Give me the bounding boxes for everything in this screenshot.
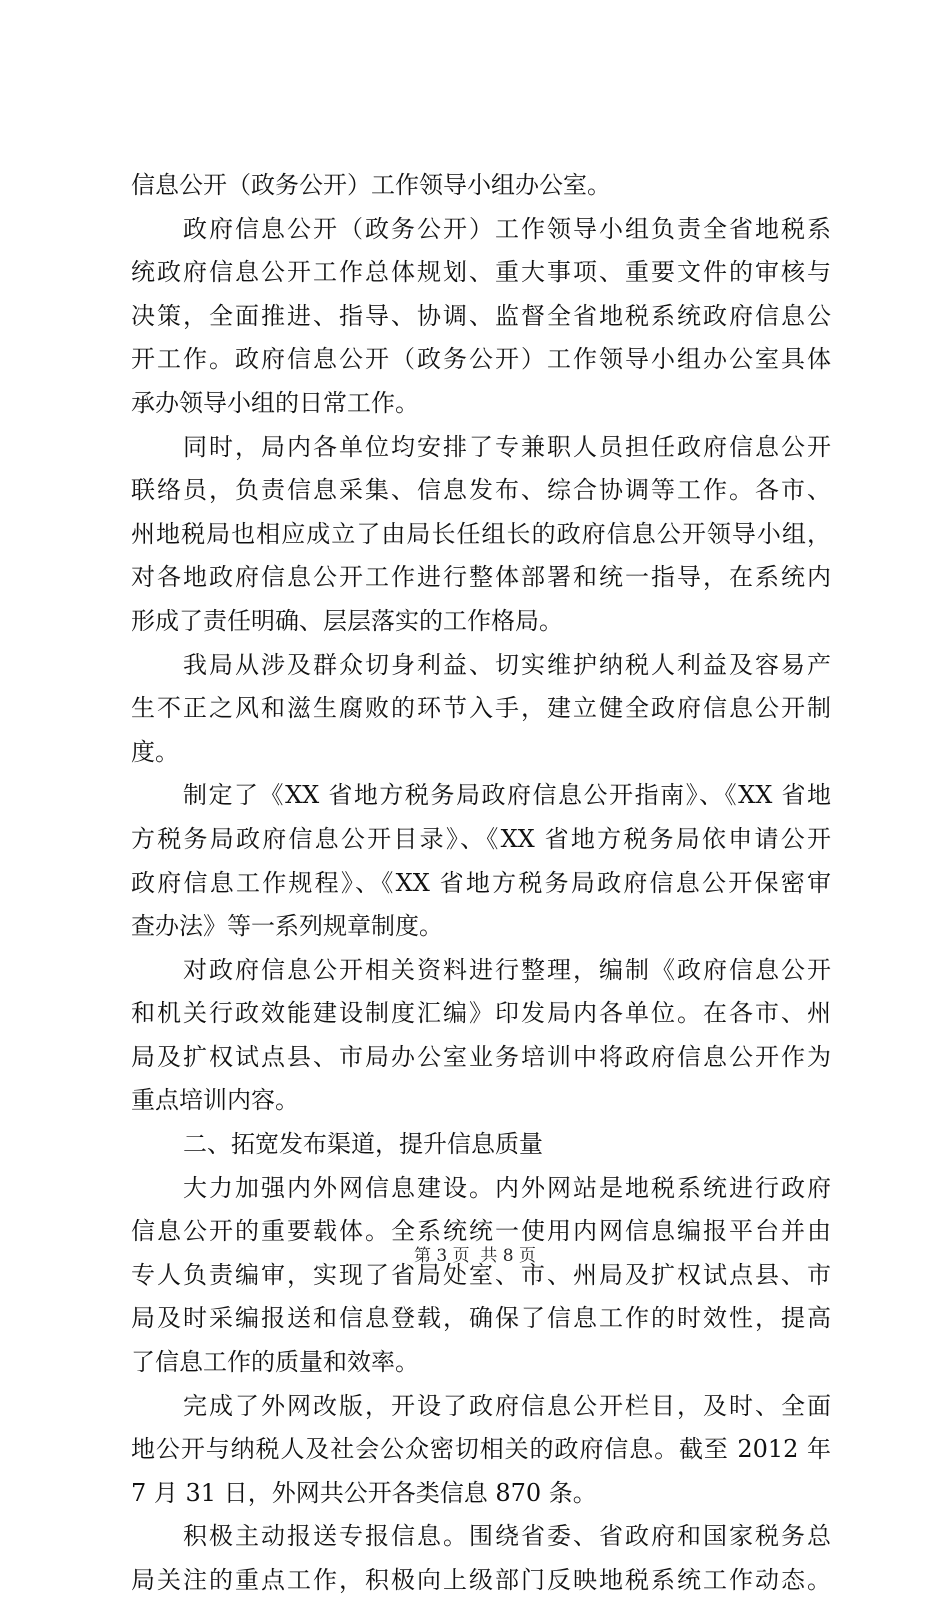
text-line: 我局从涉及群众切身利益、切实维护纳税人利益及容易产 — [183, 650, 831, 679]
text-line: 局及扩权试点县、市局办公室业务培训中将政府信息公开作为 — [131, 1042, 831, 1071]
text-line: 二、拓宽发布渠道，提升信息质量 — [183, 1130, 543, 1159]
text-line: 地公开与纳税人及社会公众密切相关的政府信息。截至 2012 年 — [131, 1435, 831, 1464]
text-line: 方税务局政府信息公开目录》、《XX 省地方税务局依申请公开 — [131, 824, 831, 853]
text-line: 积极主动报送专报信息。围绕省委、省政府和国家税务总 — [183, 1522, 831, 1551]
text-line: 对各地政府信息公开工作进行整体部署和统一指导，在系统内 — [131, 563, 831, 592]
text-line: 州地税局也相应成立了由局长任组长的政府信息公开领导小组， — [131, 519, 831, 548]
text-line: 7 月 31 日，外网共公开各类信息 870 条。 — [131, 1478, 597, 1507]
text-line: 重点培训内容。 — [131, 1086, 299, 1115]
text-line: 开工作。政府信息公开（政务公开）工作领导小组办公室具体 — [131, 345, 831, 374]
text-line: 联络员，负责信息采集、信息发布、综合协调等工作。各市、 — [131, 476, 831, 505]
text-line: 信息公开（政务公开）工作领导小组办公室。 — [131, 171, 611, 199]
text-line: 完成了外网改版，开设了政府信息公开栏目，及时、全面 — [183, 1391, 831, 1420]
text-line: 政府信息工作规程》、《XX 省地方税务局政府信息公开保密审 — [131, 868, 831, 897]
text-line: 度。 — [131, 737, 179, 766]
text-line: 局及时采编报送和信息登载，确保了信息工作的时效性，提高 — [131, 1304, 831, 1333]
text-line: 统政府信息公开工作总体规划、重大事项、重要文件的审核与 — [131, 258, 831, 287]
text-line: 同时，局内各单位均安排了专兼职人员担任政府信息公开 — [183, 432, 831, 461]
page-footer: 第 3 页 共 8 页 — [413, 1246, 537, 1266]
text-line: 信息公开的重要载体。全系统统一使用内网信息编报平台并由 — [131, 1217, 831, 1246]
text-line: 制定了《XX 省地方税务局政府信息公开指南》、《XX 省地 — [183, 781, 831, 810]
text-line: 政府信息公开（政务公开）工作领导小组负责全省地税系 — [183, 214, 831, 243]
text-line: 承办领导小组的日常工作。 — [131, 388, 419, 417]
text-line: 形成了责任明确、层层落实的工作格局。 — [131, 606, 563, 635]
text-line: 查办法》等一系列规章制度。 — [131, 912, 443, 941]
text-line: 对政府信息公开相关资料进行整理，编制《政府信息公开 — [183, 955, 831, 984]
text-line: 局关注的重点工作，积极向上级部门反映地税系统工作动态。 — [131, 1566, 831, 1594]
text-line: 专人负责编审，实现了省局处室、市、州局及扩权试点县、市 — [131, 1260, 831, 1289]
text-line: 了信息工作的质量和效率。 — [131, 1348, 419, 1377]
text-line: 和机关行政效能建设制度汇编》印发局内各单位。在各市、州 — [131, 999, 831, 1028]
text-line: 生不正之风和滋生腐败的环节入手，建立健全政府信息公开制 — [131, 694, 831, 723]
text-line: 决策，全面推进、指导、协调、监督全省地税系统政府信息公 — [131, 301, 831, 330]
document-body — [131, 164, 831, 1603]
text-line: 大力加强内外网信息建设。内外网站是地税系统进行政府 — [183, 1173, 831, 1202]
